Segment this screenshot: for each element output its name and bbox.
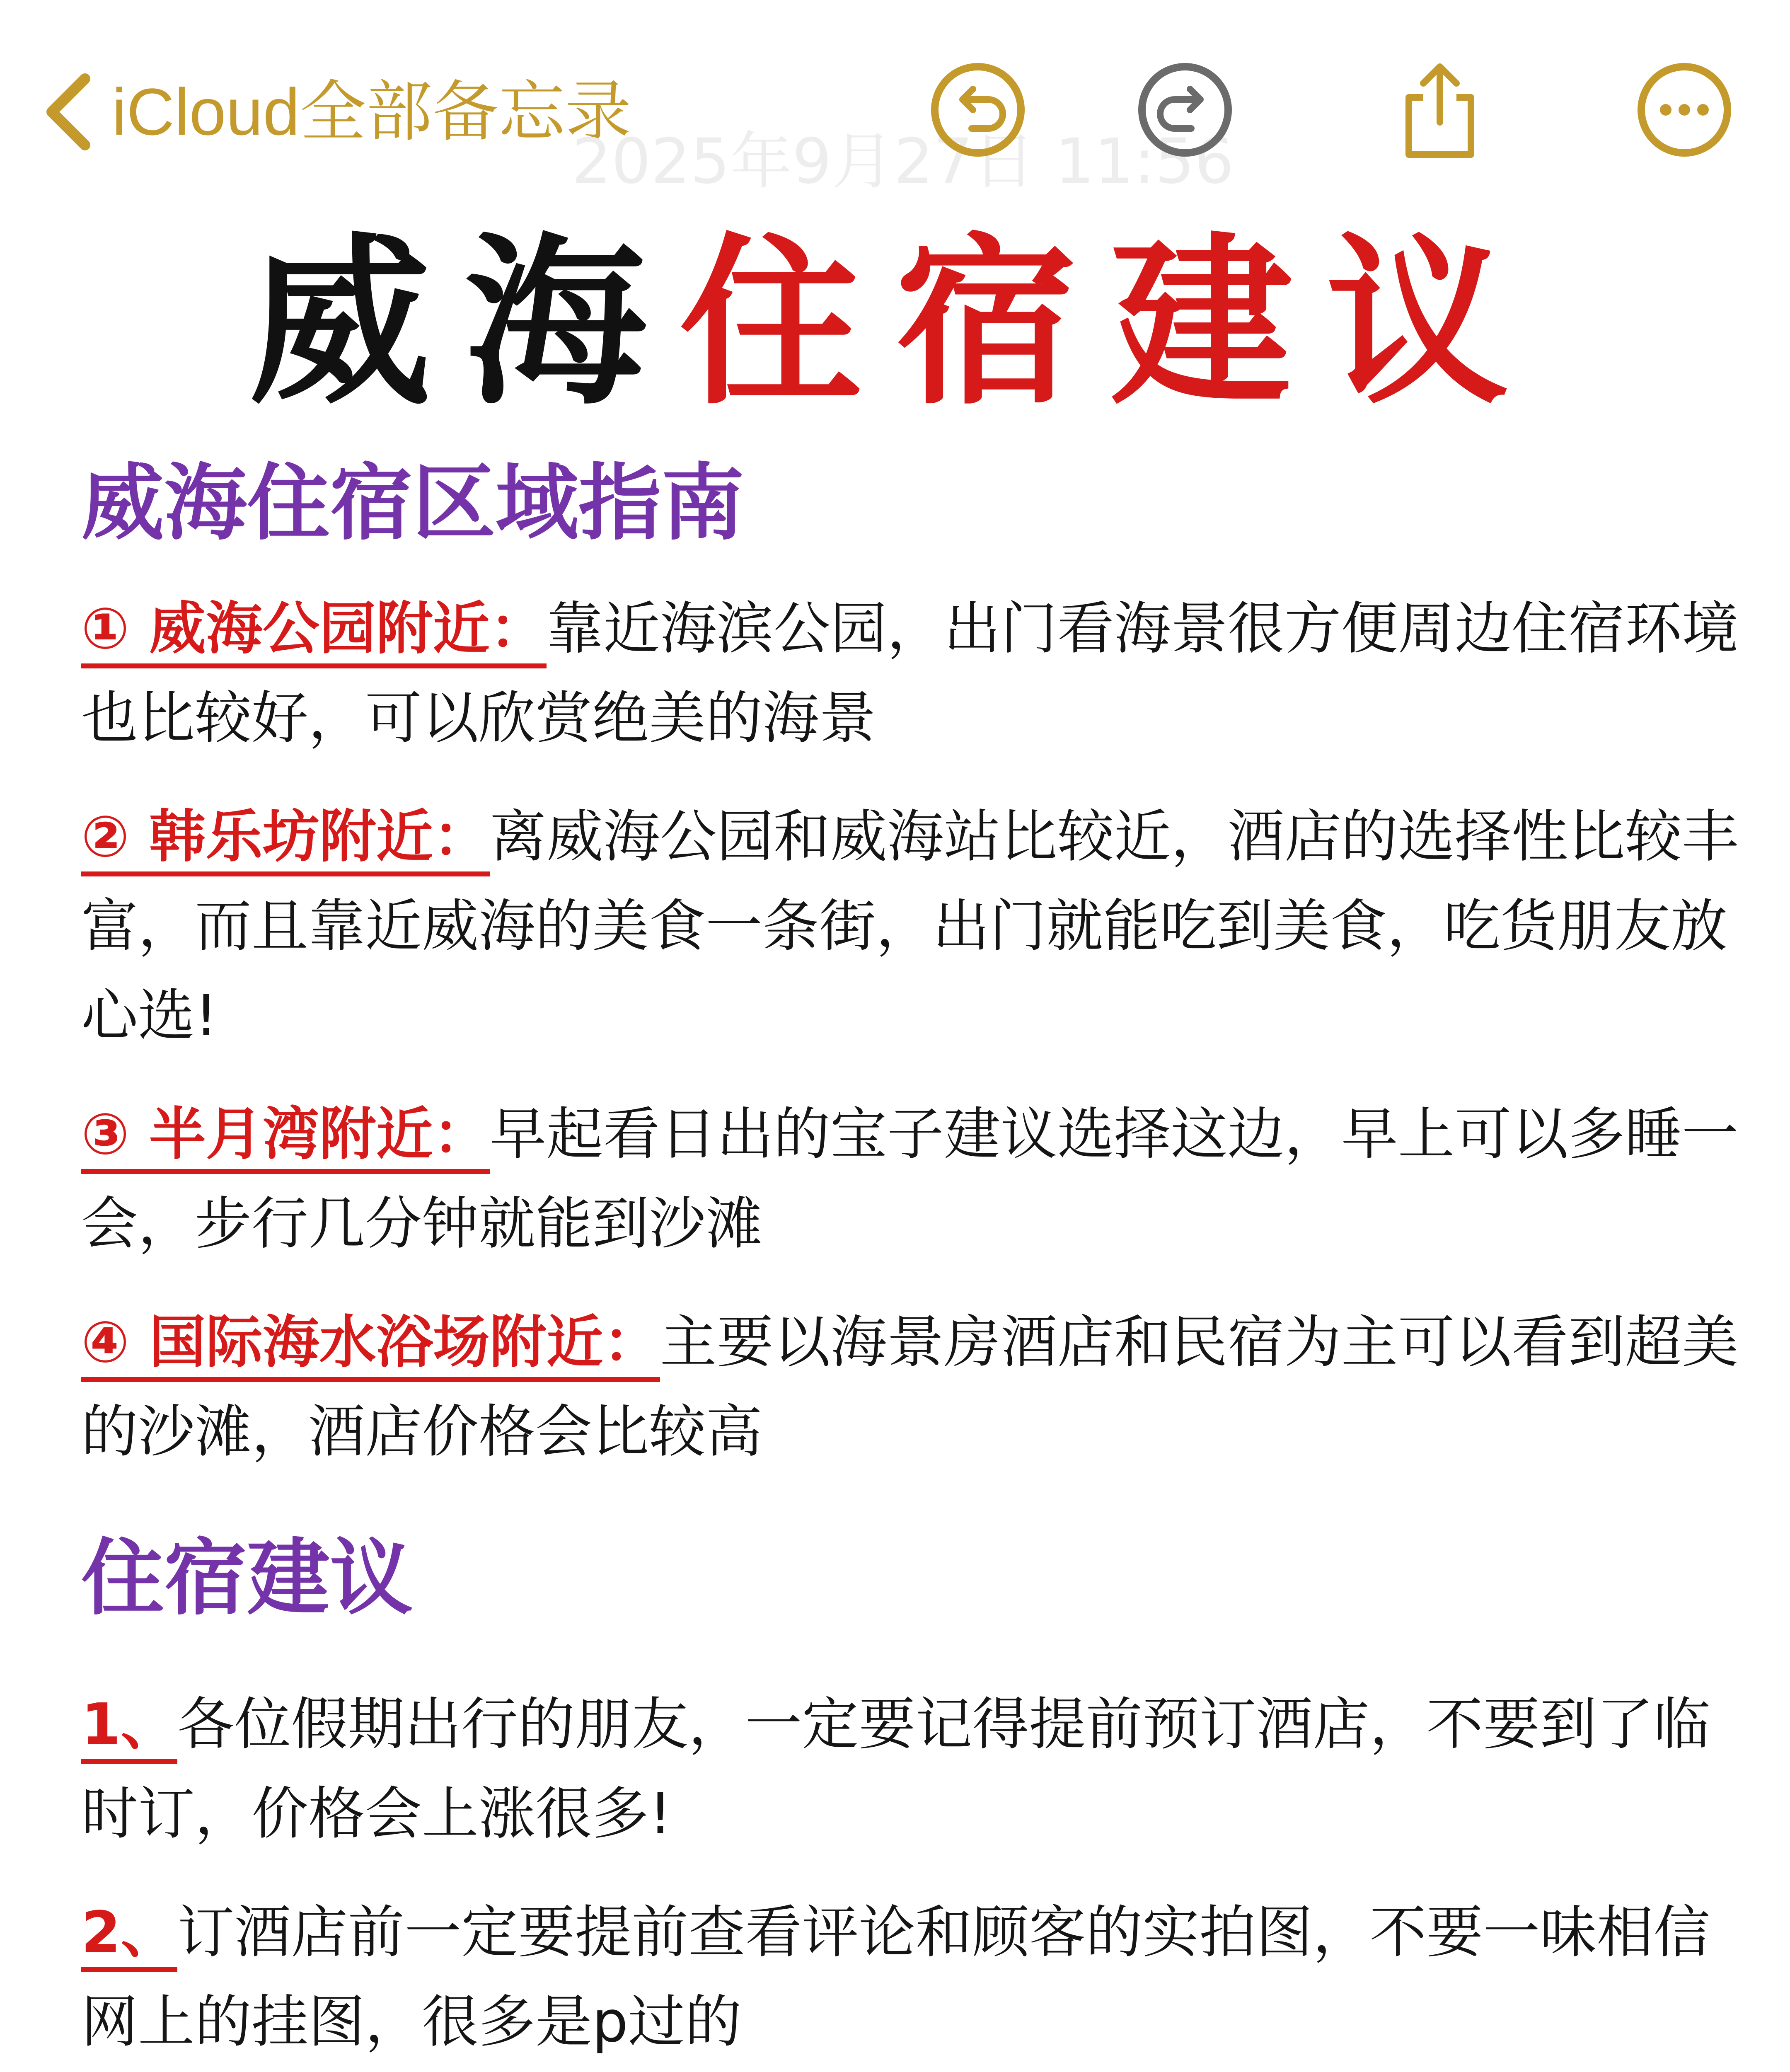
guide-item-tag: ④ 国际海水浴场附近： bbox=[81, 1310, 660, 1382]
tip-item-tag: 2、 bbox=[81, 1900, 177, 1972]
share-button[interactable] bbox=[1390, 60, 1490, 160]
tip-item bbox=[81, 1888, 1739, 2067]
tip-item bbox=[81, 1680, 1739, 1859]
guide-item-tag: ① 威海公园附近： bbox=[81, 596, 547, 668]
guide-item-text: 主要以海景房酒店和民宿为主可以看到超美的沙滩，酒店价格会比较高 bbox=[81, 1310, 1739, 1465]
undo-button[interactable] bbox=[928, 60, 1028, 160]
more-button[interactable] bbox=[1635, 60, 1734, 160]
guide-item-tag: ② 韩乐坊附近： bbox=[81, 804, 490, 876]
guide-item bbox=[81, 1298, 1739, 1477]
note-body[interactable] bbox=[81, 452, 1739, 2072]
tip-item-text: 各位假期出行的朋友，一定要记得提前预订酒店，不要到了临时订，价格会上涨很多! bbox=[81, 1692, 1710, 1847]
back-button-label: iCloud全部备忘录 bbox=[112, 75, 631, 149]
notes-toolbar bbox=[0, 0, 1790, 198]
share-icon bbox=[1390, 60, 1490, 160]
tip-item-text: 订酒店前一定要提前查看评论和顾客的实拍图，不要一味相信网上的挂图，很多是p过的 bbox=[81, 1900, 1710, 2055]
guide-item-text: 靠近海滨公园，出门看海景很方便周边住宿环境也比较好，可以欣赏绝美的海景 bbox=[81, 596, 1739, 751]
redo-icon bbox=[1135, 60, 1235, 160]
tip-item-tag: 1、 bbox=[81, 1692, 177, 1764]
guide-item-text: 早起看日出的宝子建议选择这边，早上可以多睡一会，步行几分钟就能到沙滩 bbox=[81, 1101, 1739, 1257]
tips-heading: 住宿建议 bbox=[81, 1530, 413, 1627]
guide-heading: 威海住宿区域指南 bbox=[81, 455, 745, 552]
title-part-black: 威海 bbox=[249, 217, 680, 429]
chevron-left-icon bbox=[37, 70, 99, 153]
undo-icon bbox=[928, 60, 1028, 160]
guide-item bbox=[81, 1090, 1739, 1269]
guide-item bbox=[81, 792, 1739, 1061]
guide-item bbox=[81, 584, 1739, 763]
redo-button[interactable] bbox=[1135, 60, 1235, 160]
more-icon bbox=[1635, 60, 1734, 160]
note-title bbox=[0, 217, 1790, 429]
guide-item-tag: ③ 半月湾附近： bbox=[81, 1101, 490, 1174]
title-part-red: 住宿建议 bbox=[680, 217, 1541, 429]
back-button[interactable] bbox=[37, 62, 631, 162]
note-date: 2025年9月27日 11:56 bbox=[572, 126, 1234, 198]
guide-item-text: 离威海公园和威海站比较近，酒店的选择性比较丰富，而且靠近威海的美食一条街，出门就能吃到美食，吃货朋友放心选! bbox=[81, 804, 1739, 1049]
